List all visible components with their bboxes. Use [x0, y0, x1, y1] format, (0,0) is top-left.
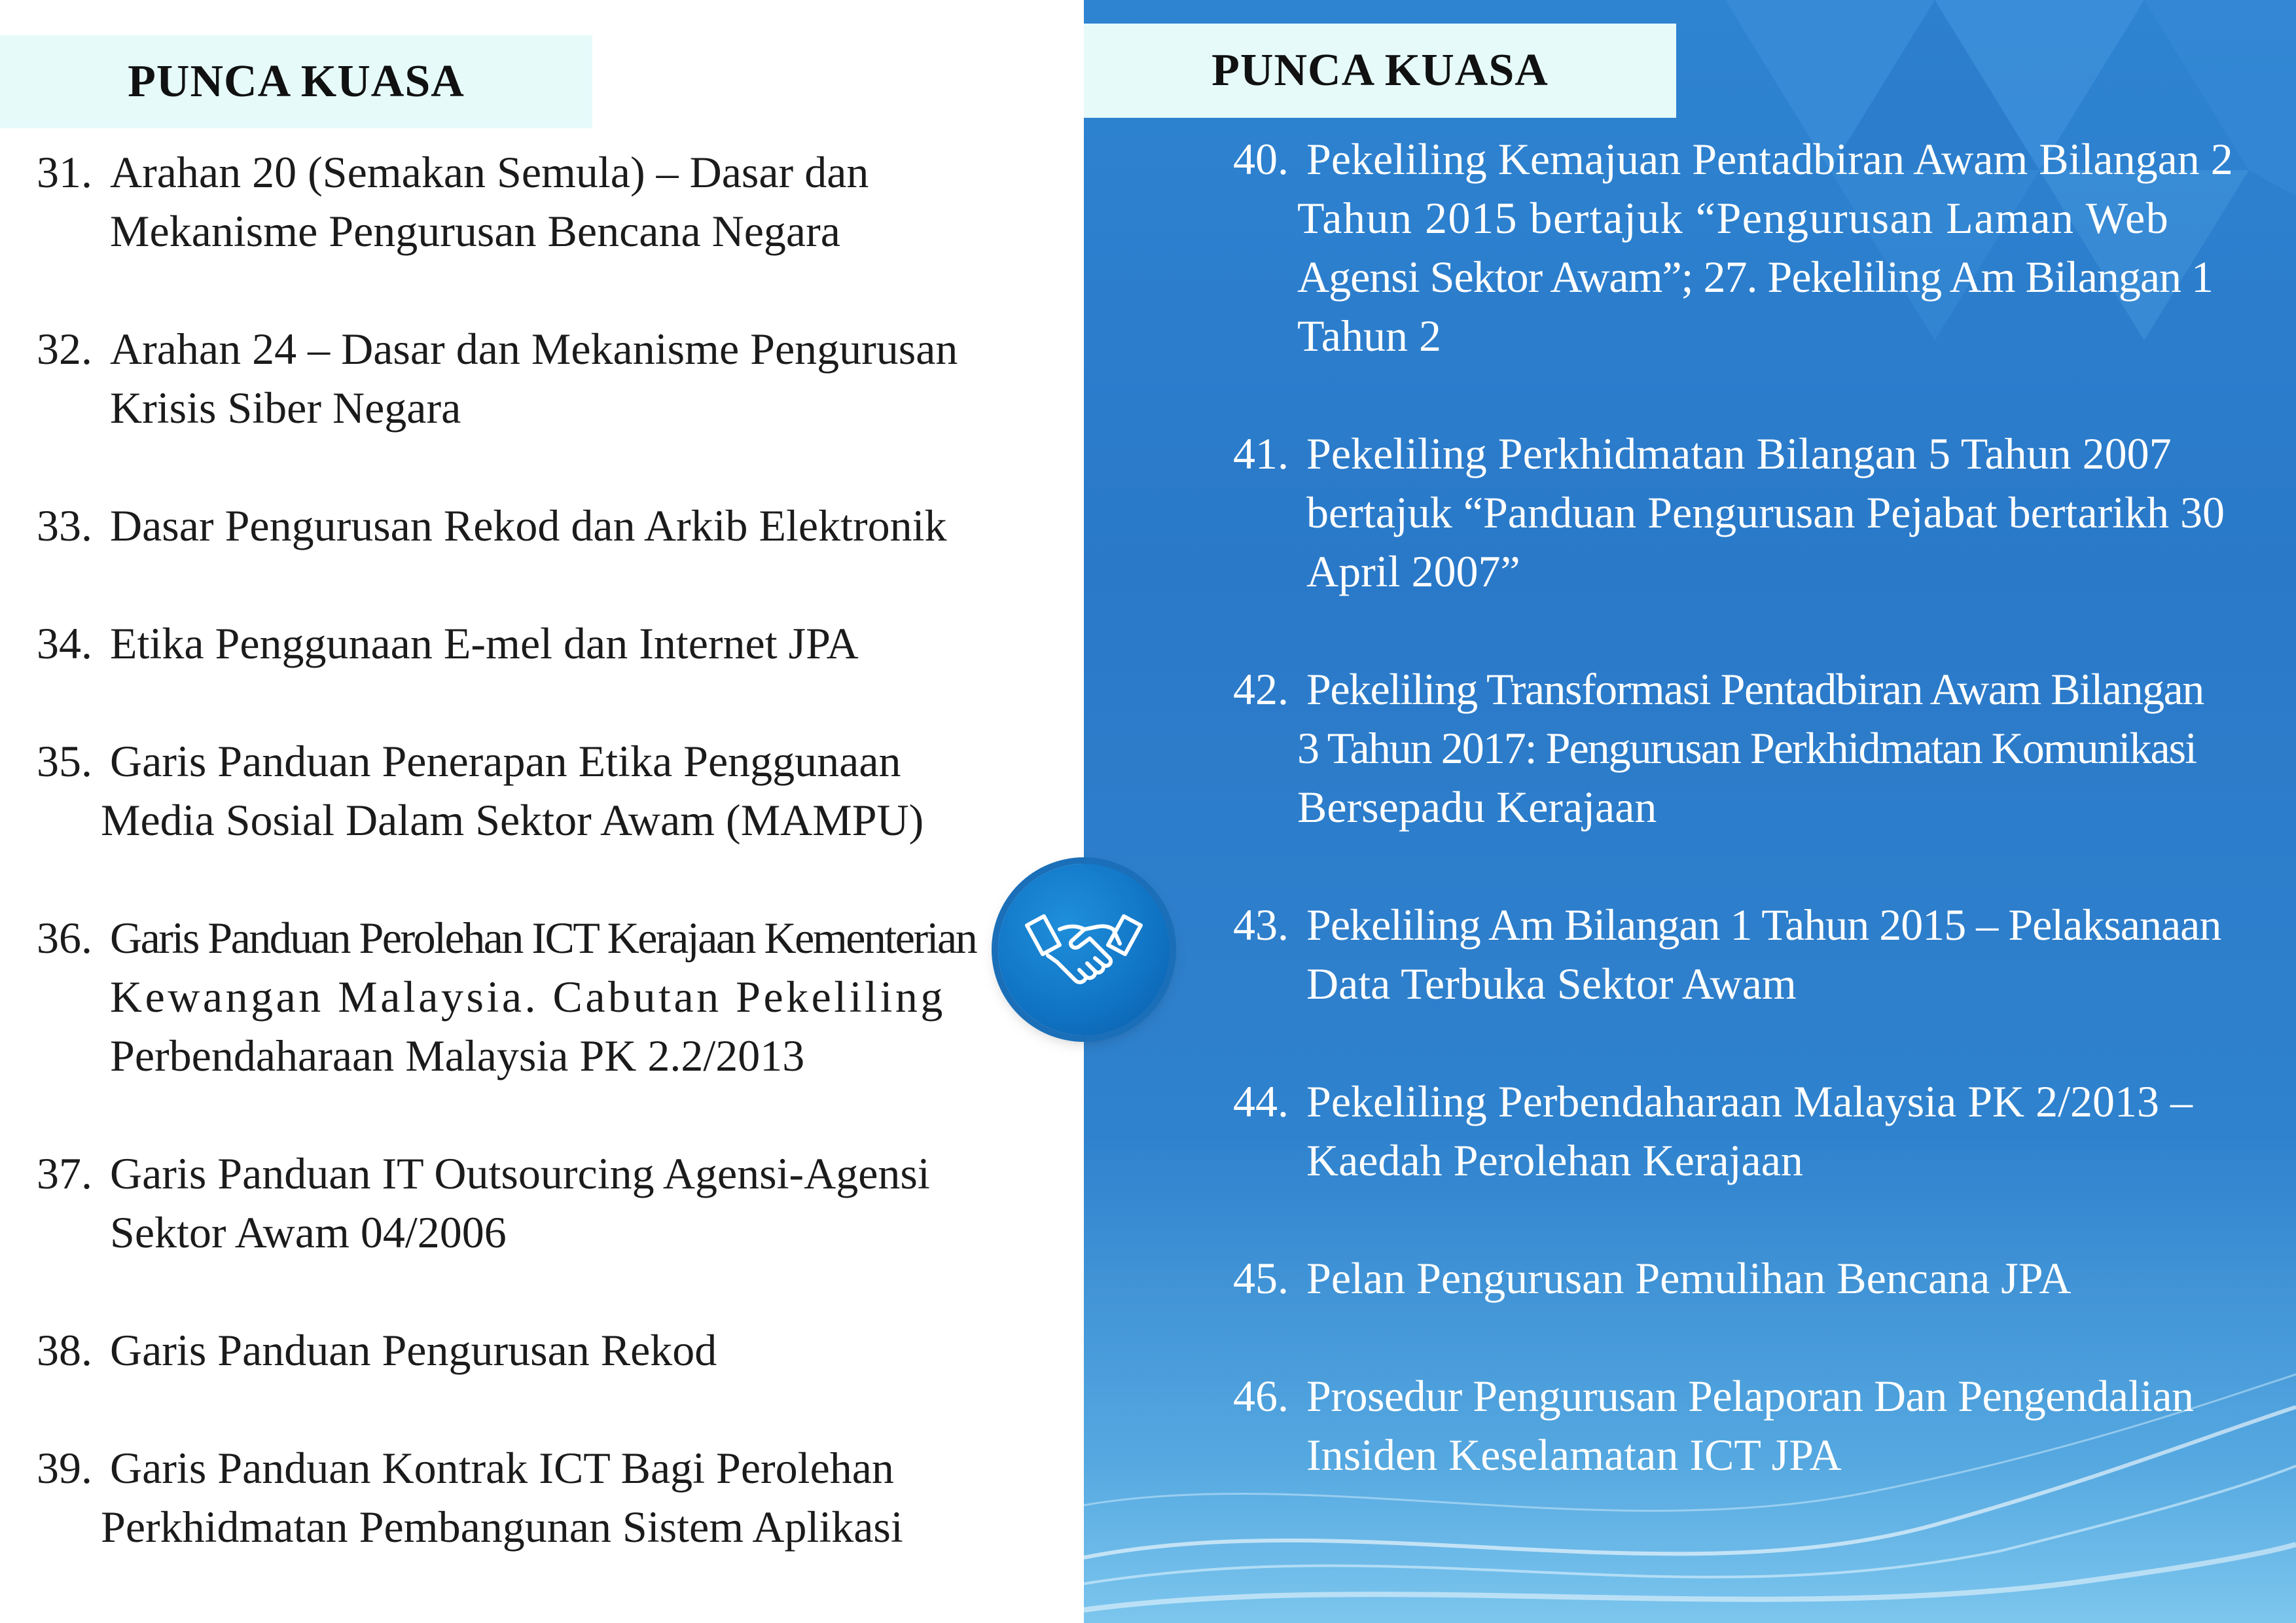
list-item-43: [1233, 895, 2221, 1013]
item-text-line: Pekeliling Kemajuan Pentadbiran Awam Bilangan 2: [1306, 134, 2233, 184]
item-text-line: Garis Panduan Kontrak ICT Bagi Perolehan: [110, 1443, 894, 1493]
item-text-line: Arahan 24 – Dasar dan Mekanisme Pengurusan: [110, 324, 958, 374]
item-text-line: Garis Panduan Pengurusan Rekod: [110, 1325, 717, 1375]
left-panel: [0, 0, 1084, 1623]
item-text-line: Etika Penggunaan E-mel dan Internet JPA: [110, 618, 859, 668]
item-number: 41.: [1233, 429, 1289, 478]
list-item-35: [37, 732, 924, 849]
item-text-line: April 2007”: [1306, 546, 1520, 596]
item-number: 31.: [37, 147, 92, 197]
item-number: 40.: [1233, 134, 1289, 184]
handshake-icon: [1022, 907, 1146, 992]
handshake-badge: [998, 864, 1170, 1035]
item-number: 43.: [1233, 900, 1289, 950]
item-text-line: Garis Panduan IT Outsourcing Agensi-Agensi: [110, 1149, 930, 1198]
item-text-line: Insiden Keselamatan ICT JPA: [1306, 1430, 1842, 1480]
item-text-line: Pelan Pengurusan Pemulihan Bencana JPA: [1306, 1253, 2072, 1303]
list-item-31: [37, 143, 869, 260]
item-text-line: Tahun 2015 bertajuk “Pengurusan Laman Web: [1297, 193, 2170, 243]
list-item-36: [37, 908, 976, 1085]
item-number: 39.: [37, 1443, 92, 1493]
item-text-line: Perbendaharaan Malaysia PK 2.2/2013: [110, 1031, 805, 1080]
list-item-41: [1233, 424, 2225, 601]
list-item-32: [37, 319, 958, 437]
item-number: 37.: [37, 1149, 92, 1198]
item-text-line: Dasar Pengurusan Rekod dan Arkib Elektronik: [110, 501, 947, 550]
item-number: 38.: [37, 1325, 92, 1375]
item-text-line: Pekeliling Perbendaharaan Malaysia PK 2/2013 –: [1306, 1077, 2193, 1126]
list-item-34: [37, 614, 859, 673]
item-text-line: Pekeliling Transformasi Pentadbiran Awam Bilangan: [1306, 664, 2204, 714]
list-item-33: [37, 496, 947, 555]
list-item-40: [1233, 130, 2233, 365]
item-number: 42.: [1233, 664, 1289, 714]
list-item-44: [1233, 1072, 2193, 1190]
item-text-line: bertajuk “Panduan Pengurusan Pejabat bertarikh 30: [1306, 488, 2225, 537]
item-text-line: Agensi Sektor Awam”; 27. Pekeliling Am Bilangan 1: [1297, 252, 2214, 302]
list-item-42: [1233, 660, 2204, 836]
list-item-45: [1233, 1249, 2071, 1308]
item-number: 35.: [37, 736, 92, 786]
item-number: 36.: [37, 913, 92, 963]
item-text-line: Kewangan Malaysia. Cabutan Pekeliling: [110, 972, 946, 1022]
right-heading: PUNCA KUASA: [1211, 45, 1549, 96]
item-text-line: Sektor Awam 04/2006: [110, 1207, 507, 1257]
item-text-line: 3 Tahun 2017: Pengurusan Perkhidmatan Komunikasi: [1297, 723, 2197, 773]
item-text-line: Pekeliling Am Bilangan 1 Tahun 2015 – Pelaksanaan: [1306, 900, 2221, 950]
item-text-line: Pekeliling Perkhidmatan Bilangan 5 Tahun 2007: [1306, 429, 2172, 478]
right-panel: [1084, 0, 2296, 1623]
item-text-line: Media Sosial Dalam Sektor Awam (MAMPU): [101, 795, 924, 845]
left-heading-box: [0, 35, 592, 128]
item-number: 45.: [1233, 1253, 1289, 1303]
list-item-46: [1233, 1366, 2194, 1484]
item-text-line: Data Terbuka Sektor Awam: [1306, 959, 1797, 1008]
item-text-line: Garis Panduan Perolehan ICT Kerajaan Kementerian: [110, 913, 977, 963]
item-text-line: Kaedah Perolehan Kerajaan: [1306, 1135, 1803, 1185]
list-item-39: [37, 1438, 903, 1556]
item-number: 33.: [37, 501, 92, 550]
item-text-line: Perkhidmatan Pembangunan Sistem Aplikasi: [101, 1502, 903, 1552]
item-text-line: Mekanisme Pengurusan Bencana Negara: [110, 206, 840, 256]
item-text-line: Bersepadu Kerajaan: [1297, 782, 1657, 832]
item-number: 46.: [1233, 1371, 1289, 1421]
item-number: 32.: [37, 324, 92, 374]
item-text-line: Krisis Siber Negara: [110, 383, 461, 433]
right-heading-box: [1084, 24, 1676, 118]
item-text-line: Tahun 2: [1297, 311, 1441, 361]
item-number: 44.: [1233, 1077, 1289, 1126]
item-text-line: Arahan 20 (Semakan Semula) – Dasar dan: [110, 147, 869, 197]
left-heading: PUNCA KUASA: [128, 56, 465, 107]
item-text-line: Prosedur Pengurusan Pelaporan Dan Pengendalian: [1306, 1371, 2194, 1421]
item-text-line: Garis Panduan Penerapan Etika Penggunaan: [110, 736, 901, 786]
list-item-38: [37, 1321, 717, 1380]
item-number: 34.: [37, 618, 92, 668]
list-item-37: [37, 1144, 930, 1262]
